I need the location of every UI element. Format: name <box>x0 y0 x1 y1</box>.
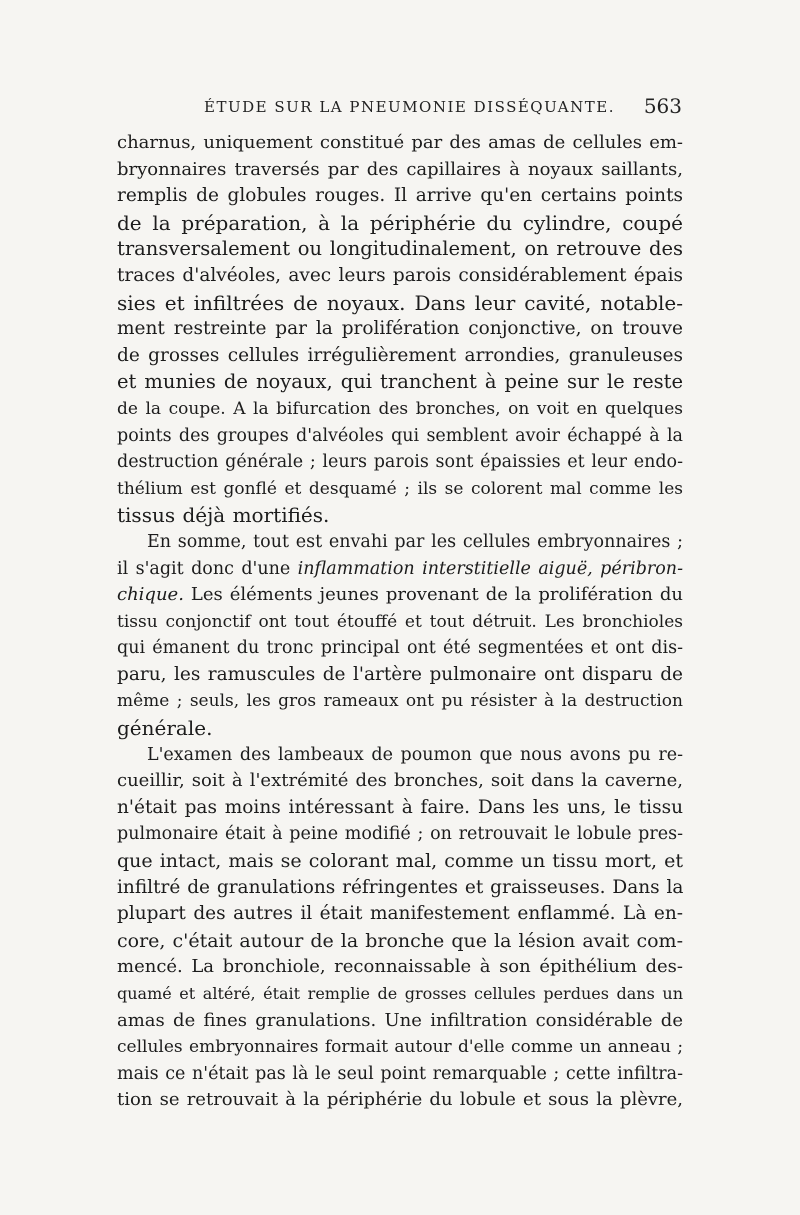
text-line: transversalement ou longitudinalement, on retrouve des <box>117 237 683 261</box>
text-segment: Les éléments jeunes provenant de la prolifération du <box>183 584 683 606</box>
text-line: L'examen des lambeaux de poumon que nous avons pu re- <box>147 744 683 765</box>
text-line: de grosses cellules irrégulièrement arrondies, granuleuses <box>117 344 683 366</box>
text-line: mencé. La bronchiole, reconnaissable à son épithélium des- <box>117 956 683 978</box>
text-line: amas de fines granulations. Une infiltration considérable de <box>117 1009 683 1031</box>
text-line: n'était pas moins intéressant à faire. Dans les uns, le tissu <box>117 796 683 818</box>
text-line: traces d'alvéoles, avec leurs parois considérablement épais <box>117 264 683 286</box>
running-head: ÉTUDE SUR LA PNEUMONIE DISSÉQUANTE. <box>204 98 615 116</box>
text-line: plupart des autres il était manifestement enflammé. Là en- <box>117 903 683 925</box>
italic-phrase: chique. <box>117 584 184 606</box>
text-line: même ; seuls, les gros rameaux ont pu résister à la destruction <box>117 691 683 712</box>
text-line: points des groupes d'alvéoles qui semblent avoir échappé à la <box>117 425 683 446</box>
text-line: core, c'était autour de la bronche que la lésion avait com- <box>117 929 683 952</box>
text-line: ment restreinte par la prolifération conjonctive, on trouve <box>117 318 683 340</box>
text-line: paru, les ramuscules de l'artère pulmonaire ont disparu de <box>117 663 683 685</box>
text-line: sies et infiltrées de noyaux. Dans leur cavité, notable- <box>117 290 683 315</box>
text-line: infiltré de granulations réfringentes et graisseuses. Dans la <box>117 876 684 898</box>
text-line: tissus déjà mortifiés. <box>117 503 330 528</box>
text-line: générale. <box>117 716 213 741</box>
text-line: charnus, uniquement constitué par des amas de cellules em- <box>117 132 683 153</box>
text-segment: il s'agit donc d'une <box>117 558 298 579</box>
text-line: mais ce n'était pas là le seul point remarquable ; cette infiltra- <box>117 1063 683 1084</box>
paragraph-1 <box>117 130 683 529</box>
text-line: remplis de globules rouges. Il arrive qu'en certains points <box>117 185 683 207</box>
text-line <box>117 556 683 583</box>
body-text <box>117 130 683 1114</box>
text-line: En somme, tout est envahi par les cellules embryonnaires ; <box>147 531 683 552</box>
page-header <box>118 92 682 122</box>
text-line: thélium est gonflé et desquamé ; ils se colorent mal comme les <box>117 478 683 499</box>
text-line: destruction générale ; leurs parois sont épaissies et leur endo- <box>117 452 683 473</box>
text-line: quamé et altéré, était remplie de grosses cellules perdues dans un <box>117 984 683 1003</box>
text-line: et munies de noyaux, qui tranchent à peine sur le reste <box>117 370 683 394</box>
paragraph-2 <box>117 529 683 742</box>
text-line: qui émanent du tronc principal ont été segmentées et ont dis- <box>117 638 683 659</box>
text-line: de la coupe. A la bifurcation des bronches, on voit en quelques <box>117 398 683 419</box>
text-line: tion se retrouvait à la périphérie du lobule et sous la plèvre, <box>117 1089 683 1111</box>
text-line: cueillir, soit à l'extrémité des bronches, soit dans la caverne, <box>117 770 683 792</box>
text-line: que intact, mais se colorant mal, comme un tissu mort, et <box>117 850 683 873</box>
text-line: tissu conjonctif ont tout étouffé et tout détruit. Les bronchioles <box>117 611 683 632</box>
page-number: 563 <box>643 94 682 118</box>
text-line: bryonnaires traversés par des capillaires à noyaux saillants, <box>117 158 683 180</box>
text-line: de la préparation, à la périphérie du cylindre, coupé <box>117 210 683 235</box>
text-line <box>117 582 683 609</box>
text-line: pulmonaire était à peine modifié ; on retrouvait le lobule pres- <box>117 824 683 845</box>
italic-phrase: inflammation interstitielle aiguë, péribron- <box>297 558 683 579</box>
paragraph-3 <box>117 742 683 1114</box>
text-line: cellules embryonnaires formait autour d'elle comme un anneau ; <box>117 1037 684 1058</box>
